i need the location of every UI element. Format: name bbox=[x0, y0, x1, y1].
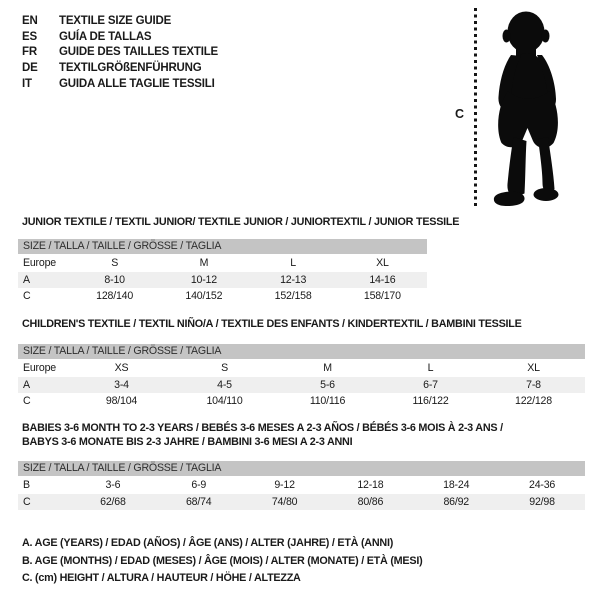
table-cell: 80/86 bbox=[357, 495, 384, 508]
language-code: ES bbox=[22, 30, 37, 43]
row-label: C bbox=[23, 395, 31, 408]
size-header-bar: SIZE / TALLA / TAILLE / GRÖSSE / TAGLIA bbox=[18, 239, 427, 254]
children-table-title: CHILDREN'S TEXTILE / TEXTIL NIÑO/A / TEXTILE DES ENFANTS / KINDERTEXTIL / BAMBINI TESSILE bbox=[22, 318, 522, 330]
note-age-years: A. AGE (YEARS) / EDAD (AÑOS) / ÂGE (ANS) / ALTER (JAHRE) / ETÀ (ANNI) bbox=[22, 537, 394, 549]
table-cell: 140/152 bbox=[185, 290, 223, 303]
table-body bbox=[18, 360, 585, 410]
table-cell: 104/110 bbox=[206, 395, 243, 408]
language-list bbox=[22, 13, 218, 92]
table-cell: 9-12 bbox=[274, 479, 295, 492]
baby-silhouette-icon bbox=[478, 5, 578, 207]
table-cell: 98/104 bbox=[105, 395, 138, 408]
language-row-es bbox=[22, 29, 218, 45]
table-cell: 12-18 bbox=[357, 479, 384, 492]
table-cell: 62/68 bbox=[100, 495, 126, 508]
table-row bbox=[18, 377, 585, 394]
table-cell: 92/98 bbox=[529, 495, 555, 508]
table-row bbox=[18, 255, 427, 272]
table-cell: S bbox=[221, 362, 228, 375]
table-cell: M bbox=[199, 257, 209, 270]
table-cell: 24-36 bbox=[529, 479, 556, 492]
table-cell: L bbox=[427, 362, 434, 375]
table-body bbox=[18, 255, 427, 305]
language-label: TEXTILGRÖßENFÜHRUNG bbox=[59, 62, 202, 75]
language-label: GUÍA DE TALLAS bbox=[59, 30, 152, 43]
table-cell: 3-6 bbox=[105, 479, 121, 492]
table-cell: 6-9 bbox=[191, 479, 207, 492]
row-label: A bbox=[23, 378, 30, 391]
table-cell: 116/122 bbox=[412, 395, 449, 408]
children-size-table bbox=[18, 344, 585, 410]
table-row bbox=[18, 393, 585, 410]
table-cell: XL bbox=[527, 362, 540, 375]
table-cell: 5-6 bbox=[320, 378, 335, 391]
row-label: Europe bbox=[23, 362, 56, 375]
babies-table-title: BABIES 3-6 MONTH TO 2-3 YEARS / BEBÉS 3-6 MESES A 2-3 AÑOS / BÉBÉS 3-6 MOIS À 2-3 ANS / BABYS 3-6 MONATE BIS 2-3 JAHRE / BAMBINI 3-6 MESI A 2-3 ANNI bbox=[22, 422, 503, 448]
table-row bbox=[18, 288, 427, 305]
table-cell: 74/80 bbox=[271, 495, 298, 508]
table-cell: 122/128 bbox=[515, 395, 552, 408]
language-code: IT bbox=[22, 78, 32, 91]
row-label: C bbox=[23, 495, 31, 508]
language-row-it bbox=[22, 76, 218, 92]
row-label: Europe bbox=[23, 257, 56, 270]
table-cell: 8-10 bbox=[104, 273, 125, 286]
row-label: B bbox=[23, 479, 30, 492]
size-header-bar: SIZE / TALLA / TAILLE / GRÖSSE / TAGLIA bbox=[18, 344, 585, 359]
babies-size-table bbox=[18, 461, 585, 510]
table-cell: XL bbox=[376, 257, 389, 270]
table-cell: 12-13 bbox=[280, 273, 307, 286]
table-cell: 6-7 bbox=[423, 378, 438, 391]
table-row bbox=[18, 477, 585, 494]
table-cell: M bbox=[323, 362, 332, 375]
height-measure-label: C bbox=[455, 107, 465, 121]
table-cell: L bbox=[290, 257, 296, 270]
size-header-bar: SIZE / TALLA / TAILLE / GRÖSSE / TAGLIA bbox=[18, 461, 585, 476]
language-row-fr bbox=[22, 45, 218, 61]
language-label: GUIDA ALLE TAGLIE TESSILI bbox=[59, 78, 215, 91]
row-label: C bbox=[23, 290, 31, 303]
language-label: GUIDE DES TAILLES TEXTILE bbox=[59, 46, 218, 59]
table-row bbox=[18, 272, 427, 289]
table-cell: 128/140 bbox=[96, 290, 134, 303]
table-cell: XS bbox=[114, 362, 129, 375]
language-code: FR bbox=[22, 46, 37, 59]
height-measure-dotted-line bbox=[474, 8, 477, 208]
legend-notes bbox=[22, 535, 422, 588]
language-row-de bbox=[22, 60, 218, 76]
language-label: TEXTILE SIZE GUIDE bbox=[59, 14, 172, 27]
junior-size-table bbox=[18, 239, 427, 305]
junior-table-title: JUNIOR TEXTILE / TEXTIL JUNIOR/ TEXTILE JUNIOR / JUNIORTEXTIL / JUNIOR TESSILE bbox=[22, 216, 460, 228]
table-cell: 152/158 bbox=[274, 290, 312, 303]
table-cell: 4-5 bbox=[217, 378, 232, 391]
table-cell: 86/92 bbox=[443, 495, 469, 508]
table-row bbox=[18, 494, 585, 511]
table-cell: 7-8 bbox=[526, 378, 541, 391]
table-cell: 158/170 bbox=[363, 290, 401, 303]
table-cell: 18-24 bbox=[443, 479, 470, 492]
table-cell: 68/74 bbox=[185, 495, 212, 508]
table-body bbox=[18, 477, 585, 510]
table-cell: 3-4 bbox=[114, 378, 129, 391]
table-cell: 110/116 bbox=[309, 395, 346, 408]
table-cell: S bbox=[111, 257, 119, 270]
note-height: C. (cm) HEIGHT / ALTURA / HAUTEUR / HÖHE / ALTEZZA bbox=[22, 572, 301, 584]
row-label: A bbox=[23, 273, 30, 286]
language-code: EN bbox=[22, 14, 38, 27]
note-age-months: B. AGE (MONTHS) / EDAD (MESES) / ÂGE (MOIS) / ALTER (MONATE) / ETÀ (MESI) bbox=[22, 554, 423, 567]
language-row-en bbox=[22, 13, 218, 29]
table-cell: 10-12 bbox=[190, 273, 217, 286]
table-cell: 14-16 bbox=[369, 273, 396, 286]
table-row bbox=[18, 360, 585, 377]
language-code: DE bbox=[22, 62, 38, 75]
